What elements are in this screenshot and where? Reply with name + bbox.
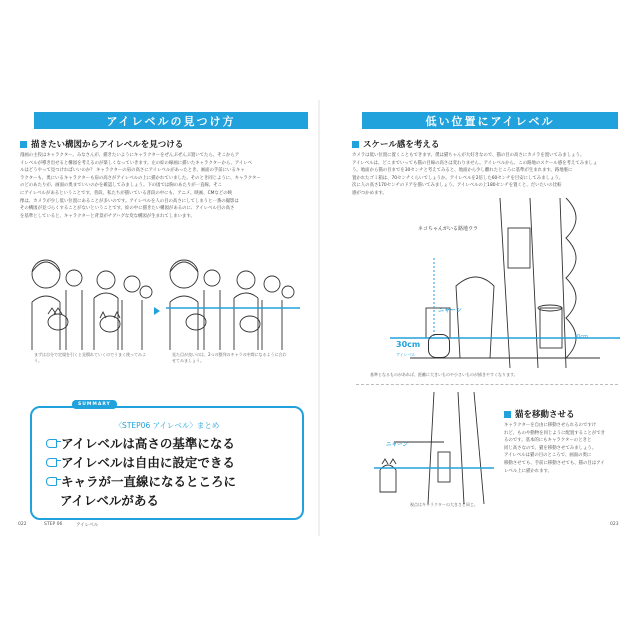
summary-point-text: アイレベルがある	[60, 493, 159, 508]
play-arrow-icon	[154, 307, 160, 315]
left-body-line: を基準としていると、キャラクターと背景がチグハグな変な構図が生まれてしまいます。	[20, 213, 195, 219]
meow-text: ニャーン	[438, 307, 462, 314]
left-caption-1: まずは自分で定規を引くと見慣れていくのでうまく使ってみよう。	[34, 352, 146, 363]
measure-30cm-right: 30cm	[574, 334, 588, 340]
sign-text: ネコちゃんがいる路地ウラ	[418, 226, 479, 232]
right-body-line: 感がつかめます。	[352, 190, 387, 196]
left-body-line: にアイレベルがあるということです。普段、私たちが描いている普段の中にも、アニメ、映画、CMなどの映	[20, 190, 232, 196]
pointing-hand-icon	[46, 458, 57, 467]
left-footer-page: 022	[18, 522, 27, 527]
summary-tag: SUMMARY	[72, 400, 117, 409]
right-body-line: アイレベルは、どこまでいっても猫の目線の高さは変わりません。アイレベルから、この路地のスケール感を考えてみましょ	[352, 160, 598, 166]
left-body-line: ルはどうやって見つければいいのか？ キャラクターの肩の高さにアイレベルがあったとき、画面の手前にいるキャ	[20, 168, 245, 174]
summary-title: 〈STEP06 アイレベル〉まとめ	[114, 421, 220, 430]
left-body	[20, 152, 306, 220]
right-page	[330, 102, 626, 534]
page-gutter	[318, 100, 320, 536]
right-body-line: るのです。基本的にもキャラクターのときと	[504, 438, 592, 444]
right-body-line: キャラクターを自由に移動させられるのですけ	[504, 423, 597, 428]
left-body-line: 漫画の主役はキャラクター。みなさんが、描きたいようにキャラクターをぜんぶぜんぶ置いてたら、そこからア	[20, 153, 240, 158]
right-subhead-2-text: 猫を移動させる	[515, 410, 575, 420]
left-page	[14, 102, 308, 534]
right-body-line: 置かれたゴミ箱は、70センチくらいでしょうか。アイレベルを2倍した60センチを目安にしてみましょう。	[352, 175, 564, 181]
summary-point-text: アイレベルは自由に設定できる	[61, 455, 235, 470]
right-body-2	[504, 422, 620, 475]
meow-text-2: ニャーン	[386, 442, 408, 448]
summary-point-text: キャラが一直線になるところに	[61, 474, 237, 489]
left-subhead	[20, 138, 183, 150]
left-body-line: イレベルが導き出せると構図を考えるのが楽しくなっていきます。左の絵の線画に描いたキャラクターから、アイレベ	[20, 160, 252, 166]
measure-30cm: 30cm	[396, 340, 421, 349]
summary-point	[46, 434, 235, 452]
left-caption-2: 見た目が良いのは、2つの整列のキャラの中間になるように合わせてみましょう。	[172, 352, 287, 363]
right-body-line: アイレベルは猫の目のところで、画面の奥に	[504, 453, 592, 459]
right-body-line: カメラは低い位置に置くこともできます。僕は猫ちゃんが大好きなので、猫の目の高さにカメラを置いてみましょう。	[352, 153, 585, 158]
summary-box	[30, 402, 304, 520]
right-caption-2: 視点はキャラクターの大きさと同じ。	[410, 502, 478, 507]
right-footer-page: 023	[610, 522, 619, 527]
alley-cat-illustration	[374, 392, 494, 504]
character-group-illustration	[28, 242, 158, 350]
right-subhead-2	[504, 408, 575, 420]
character-group-eyeline-illustration	[166, 242, 300, 350]
bullet-square-icon	[352, 141, 359, 148]
right-subhead-1-text: スケール感を考える	[363, 140, 440, 150]
bullet-square-icon	[20, 141, 27, 148]
left-body-line: その構図が見づらくすることがないということです。絵の中に描きたい構図があるのに、アイレベル目の高さ	[20, 206, 235, 212]
left-footer-title: アイレベル	[76, 523, 99, 528]
alley-illustration	[390, 198, 620, 368]
left-footer-step: STEP 06	[44, 522, 63, 527]
right-caption-1: 基準となるものがあれば、距離に大きいものや小さいものが描きやすくなります。	[370, 372, 518, 377]
summary-point	[46, 453, 235, 471]
left-subhead-text: 描きたい構図からアイレベルを見つける	[31, 140, 184, 150]
right-body-line: れど、ものや動物を同じように配置することができ	[504, 430, 605, 436]
summary-point	[46, 472, 236, 490]
right-body-1	[352, 152, 624, 198]
measure-note: アイレベル	[396, 352, 416, 357]
section-divider	[356, 384, 618, 386]
summary-point-text: アイレベルは高さの基準になる	[61, 436, 235, 451]
right-body-line: う。地面から猫の目までを30センチと考えてみると、地面から少し離れたところに基準が生まれます。路地裏に	[352, 168, 573, 174]
right-body-line: レベル上に描かれます。	[504, 468, 552, 474]
right-subhead-1	[352, 138, 439, 150]
left-body-line: のどのあたりが、画面の奥までいいのかを確認してみましょう。下の図では胸のあたりが一直線。そこ	[20, 183, 222, 189]
bullet-square-icon	[504, 411, 511, 418]
summary-point-continued	[60, 491, 159, 509]
pointing-hand-icon	[46, 439, 57, 448]
right-banner: 低い位置にアイレベル	[362, 112, 618, 129]
cat-icon	[428, 334, 450, 358]
right-body-line: 同じ高さなので、猫を移動させてみましょう。	[504, 445, 597, 451]
left-body-line: ラクターも、奥にいるキャラクターも肩の高さがアイレベルの上に描かれていました。そのとき同じように、キャラクター	[20, 175, 261, 181]
left-body-line: 像は、カメラが少し低い位置にあることが多いのです。アイレベルを人の目の高さにしてしまうと一番の撮影は	[20, 198, 239, 204]
right-body-line: 移動させても、手前に移動させても、猫の目はアイ	[504, 460, 605, 466]
pointing-hand-icon	[46, 477, 57, 486]
left-banner: アイレベルの見つけ方	[34, 112, 308, 129]
right-body-line: 次に人の高さ170センチのドアを描いてみましょう。アイレベルの上180センチを置くと、だいたいの比較	[352, 183, 562, 189]
